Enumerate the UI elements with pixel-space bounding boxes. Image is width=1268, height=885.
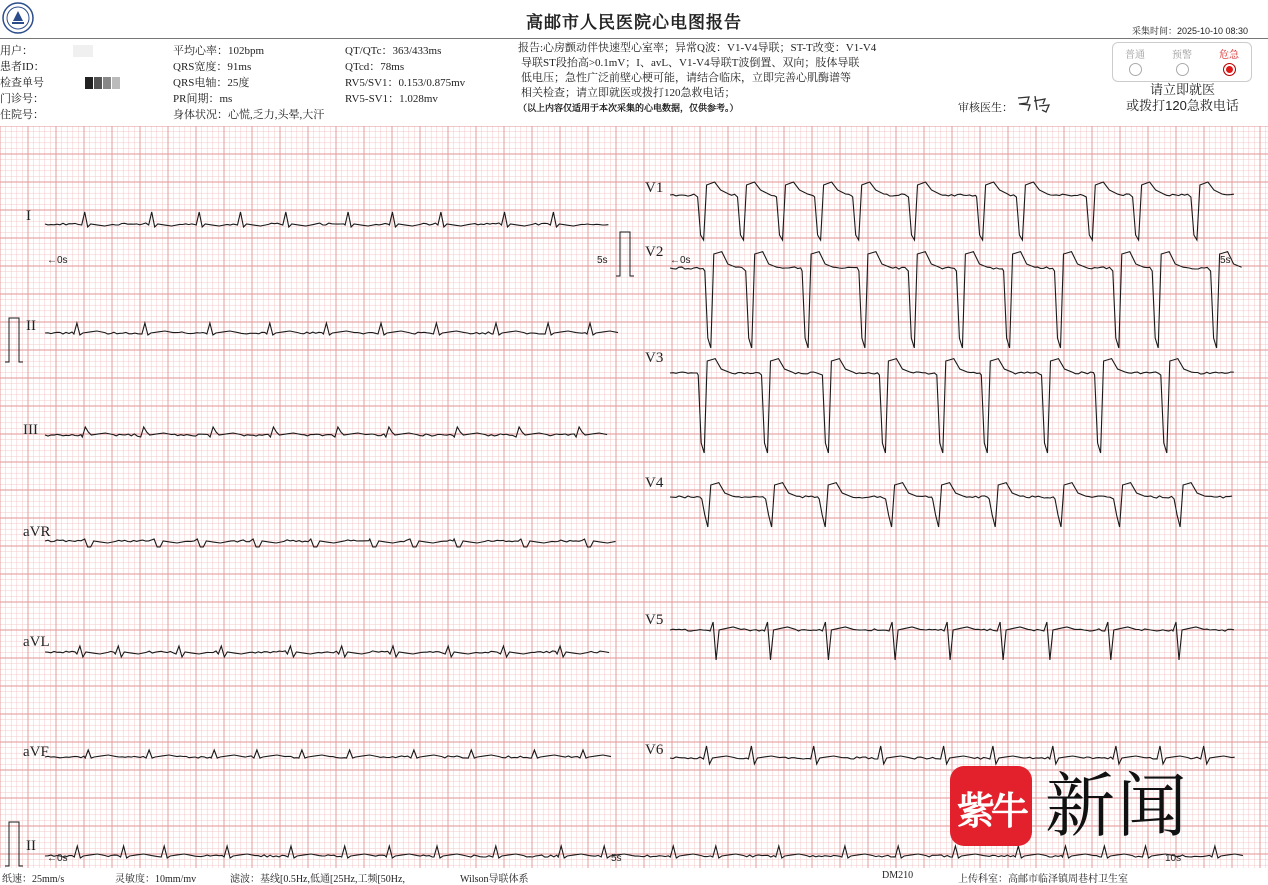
lead-label-V2: V2	[645, 244, 664, 260]
qtcd: QTcd：78ms	[345, 61, 405, 73]
rhythm-mark-start: ←0s	[47, 853, 68, 864]
time-mark-end-right: 5s	[1220, 255, 1231, 266]
exam-number: 检查单号	[0, 74, 120, 90]
device-model: DM210	[882, 870, 914, 881]
news-watermark	[950, 766, 1210, 846]
time-mark-start: ←0s	[47, 255, 68, 266]
diagnosis-report	[518, 41, 933, 116]
header-divider	[0, 38, 1268, 39]
urgency-level-panel	[1112, 42, 1252, 82]
urgency-normal: 普通	[1115, 46, 1155, 76]
patient-user: 用户：	[0, 42, 93, 58]
lead-label-V1: V1	[645, 180, 664, 196]
urgency-warning: 预警	[1162, 46, 1202, 76]
lead-label-I: I	[26, 208, 31, 224]
report-title: 高邮市人民医院心电图报告	[526, 13, 742, 32]
emergency-advice: 请立即就医 或拨打120急救电话	[1126, 82, 1239, 113]
sensitivity: 灵敏度：10mm/mv	[115, 874, 197, 885]
lead-label-V3: V3	[645, 350, 664, 366]
radio-empty-icon	[1129, 63, 1142, 76]
inpatient-number: 住院号：	[0, 109, 44, 121]
lead-label-V6: V6	[645, 742, 664, 758]
lead-label-V4: V4	[645, 475, 664, 491]
lead-label-rhythm-II: II	[26, 838, 36, 854]
rhythm-mark-end: 10s	[1165, 853, 1182, 864]
rv5-sv1: RV5/SV1：0.153/0.875mv	[345, 77, 466, 89]
upload-department: 上传科室：高邮市临泽镇周巷村卫生室	[958, 874, 1128, 885]
lead-system: Wilson导联体系	[460, 874, 529, 885]
radio-selected-icon	[1223, 63, 1236, 76]
report-disclaimer: （以上内容仅适用于本次采集的心电数据，仅供参考。）	[518, 103, 739, 113]
report-footer	[0, 869, 1268, 885]
qt-qtc: QT/QTc：363/433ms	[345, 45, 442, 57]
patient-id: 患者ID：	[0, 61, 45, 73]
qrs-width: QRS宽度：91ms	[173, 61, 252, 73]
report-line: 低电压；急性广泛前壁心梗可能，请结合临床，立即完善心肌酶谱等	[521, 72, 851, 84]
reviewer-label: 审核医生：	[958, 102, 1013, 114]
rhythm-mark-mid: 5s	[611, 853, 622, 864]
radio-empty-icon	[1176, 63, 1189, 76]
filter-settings: 滤波：基线[0.5Hz,低通[25Hz,工频[50Hz,	[230, 874, 405, 885]
clinic-number: 门诊号：	[0, 93, 44, 105]
report-line: 导联ST段抬高>0.1mV；I、avL、V1-V4导联T波倒置、双向；肢体导联	[521, 57, 860, 69]
lead-label-aVL: aVL	[23, 634, 50, 650]
time-mark-start-right: ←0s	[670, 255, 691, 266]
heart-rate: 平均心率：102bpm	[173, 45, 265, 57]
report-header	[0, 0, 1268, 126]
lead-label-III: III	[23, 422, 38, 438]
watermark-text: 新闻	[1045, 765, 1189, 847]
lead-label-II: II	[26, 318, 36, 334]
qrs-axis: QRS电轴：25度	[173, 77, 250, 89]
acquisition-time: 采集时间：2025-10-10 08:30	[1131, 26, 1248, 36]
watermark-logo-icon: 紫牛	[950, 766, 1032, 846]
ecg-trace-I	[45, 212, 608, 227]
ecg-trace-aVL	[45, 646, 609, 657]
report-line: 相关检查；请立即就医或拨打120急救电话；	[521, 87, 736, 99]
ecg-trace-aVF	[45, 750, 611, 758]
lead-label-aVR: aVR	[23, 524, 51, 540]
urgency-critical: 危急	[1209, 46, 1249, 76]
body-condition: 身体状况：心慌,乏力,头晕,大汗	[173, 109, 325, 121]
rv5-minus-sv1: RV5-SV1：1.028mv	[345, 93, 438, 105]
report-line: 报告:心房颤动伴快速型心室率；异常Q波：V1-V4导联；ST-T改变：V1-V4	[518, 42, 877, 54]
pr-interval: PR间期：ms	[173, 93, 233, 105]
paper-speed: 纸速：25mm/s	[2, 874, 65, 885]
calibration-pulse-I	[616, 232, 634, 276]
time-mark-mid: 5s	[597, 255, 608, 266]
lead-label-V5: V5	[645, 612, 664, 628]
ecg-grid	[0, 126, 1268, 868]
lead-label-aVF: aVF	[23, 744, 49, 760]
reviewer-signature	[1015, 92, 1059, 114]
